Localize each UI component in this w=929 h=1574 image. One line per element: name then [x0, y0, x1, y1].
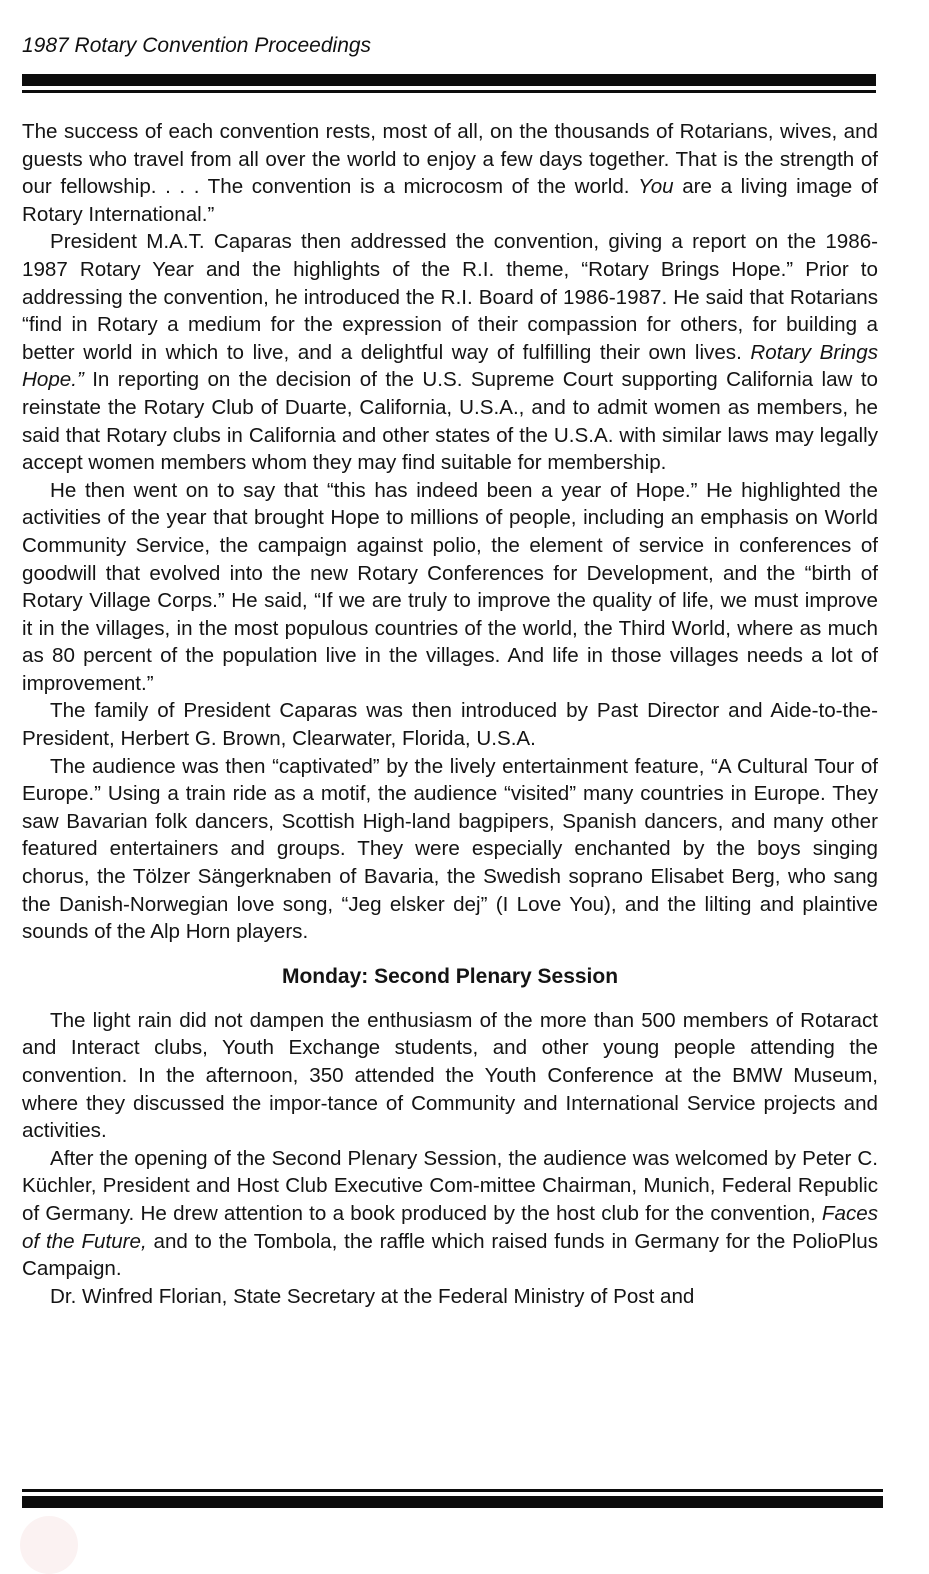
paragraph: The success of each convention rests, most of all, on the thousands of Rotarians, wives, and guests who travel from all over the world to enjoy a few days together. That is the strength of our fellowship. . . . The convention is a microcosm of the world. You are a living image of Rotary International.”	[22, 120, 878, 226]
section-heading: Monday: Second Plenary Session	[281, 964, 619, 988]
body-text	[22, 118, 878, 1310]
paragraph: Dr. Winfred Florian, State Secretary at the Federal Ministry of Post and	[50, 1284, 695, 1308]
header-rule-thick	[22, 74, 876, 86]
footer-rule-thin	[22, 1489, 883, 1492]
paragraph: After the opening of the Second Plenary Session, the audience was welcomed by Peter C. Küchler, President and Host Club Executive Com-mittee Chairman, Munich, Federal Republic of Germany. He drew attention to a book produced by the host club for the convention, Faces of the Future, and to the Tombola, the raffle which raised funds in Germany for the PolioPlus Campaign.	[22, 1146, 878, 1281]
paragraph: The audience was then “captivated” by the lively entertainment feature, “A Cultural Tour of Europe.” Using a train ride as a motif, the audience “visited” many countries in Europe. They saw Bavarian folk dancers, Scottish High-land bagpipers, Spanish dancers, and many other featured entertainers and groups. They were especially enchanted by the boys singing chorus, the Tölzer Sängerknaben of Bavaria, the Swedish soprano Elisabet Berg, who sang the Danish-Norwegian love song, “Jeg elsker dej” (I Love You), and the lilting and plaintive sounds of the Alp Horn players.	[22, 754, 878, 944]
running-head: 1987 Rotary Convention Proceedings	[22, 34, 372, 57]
paragraph: The light rain did not dampen the enthusiasm of the more than 500 members of Rotaract and Interact clubs, Youth Exchange students, and other young people attending the convention. In the afternoon, 350 attended the Youth Conference at the BMW Museum, where they discussed the impor-tance of Community and International Service projects and activities.	[22, 1008, 878, 1143]
paragraph: He then went on to say that “this has indeed been a year of Hope.” He highlighted the activities of the year that brought Hope to millions of people, including an emphasis on World Community Service, the campaign against polio, the element of service in conferences of goodwill that evolved into the new Rotary Conferences for Development, and the “birth of Rotary Village Corps.” He said, “If we are truly to improve the quality of life, we must improve it in the villages, in the most populous countries of the world, the Third World, where as much as 80 percent of the population live in the villages. And life in those villages needs a lot of improvement.”	[22, 478, 878, 695]
emphasis: Rotary Brings Hope.”	[22, 340, 878, 392]
header-rule-thin	[22, 90, 876, 93]
paragraph: The family of President Caparas was then introduced by Past Director and Aide-to-the-President, Herbert G. Brown, Clearwater, Florida, U.S.A.	[22, 699, 878, 751]
emphasis: You	[638, 175, 674, 199]
paragraph: President M.A.T. Caparas then addressed the convention, giving a report on the 1986-1987 Rotary Year and the highlights of the R.I. theme, “Rotary Brings Hope.” Prior to addressing the convention, he introduced the R.I. Board of 1986-1987. He said that Rotarians “find in Rotary a medium for the expression of their compassion for others, for building a better world in which to live, and a delightful way of fulfilling their own lives. Rotary Brings Hope.” In reporting on the decision of the U.S. Supreme Court supporting California law to reinstate the Rotary Club of Duarte, California, U.S.A., and to admit women as members, he said that Rotary clubs in California and other states of the U.S.A. with similar laws may legally accept women members whom they may find suitable for membership.	[22, 230, 878, 475]
scan-stain	[20, 1516, 78, 1574]
emphasis: Faces of the Future,	[22, 1201, 878, 1253]
footer-rule-thick	[22, 1496, 883, 1508]
